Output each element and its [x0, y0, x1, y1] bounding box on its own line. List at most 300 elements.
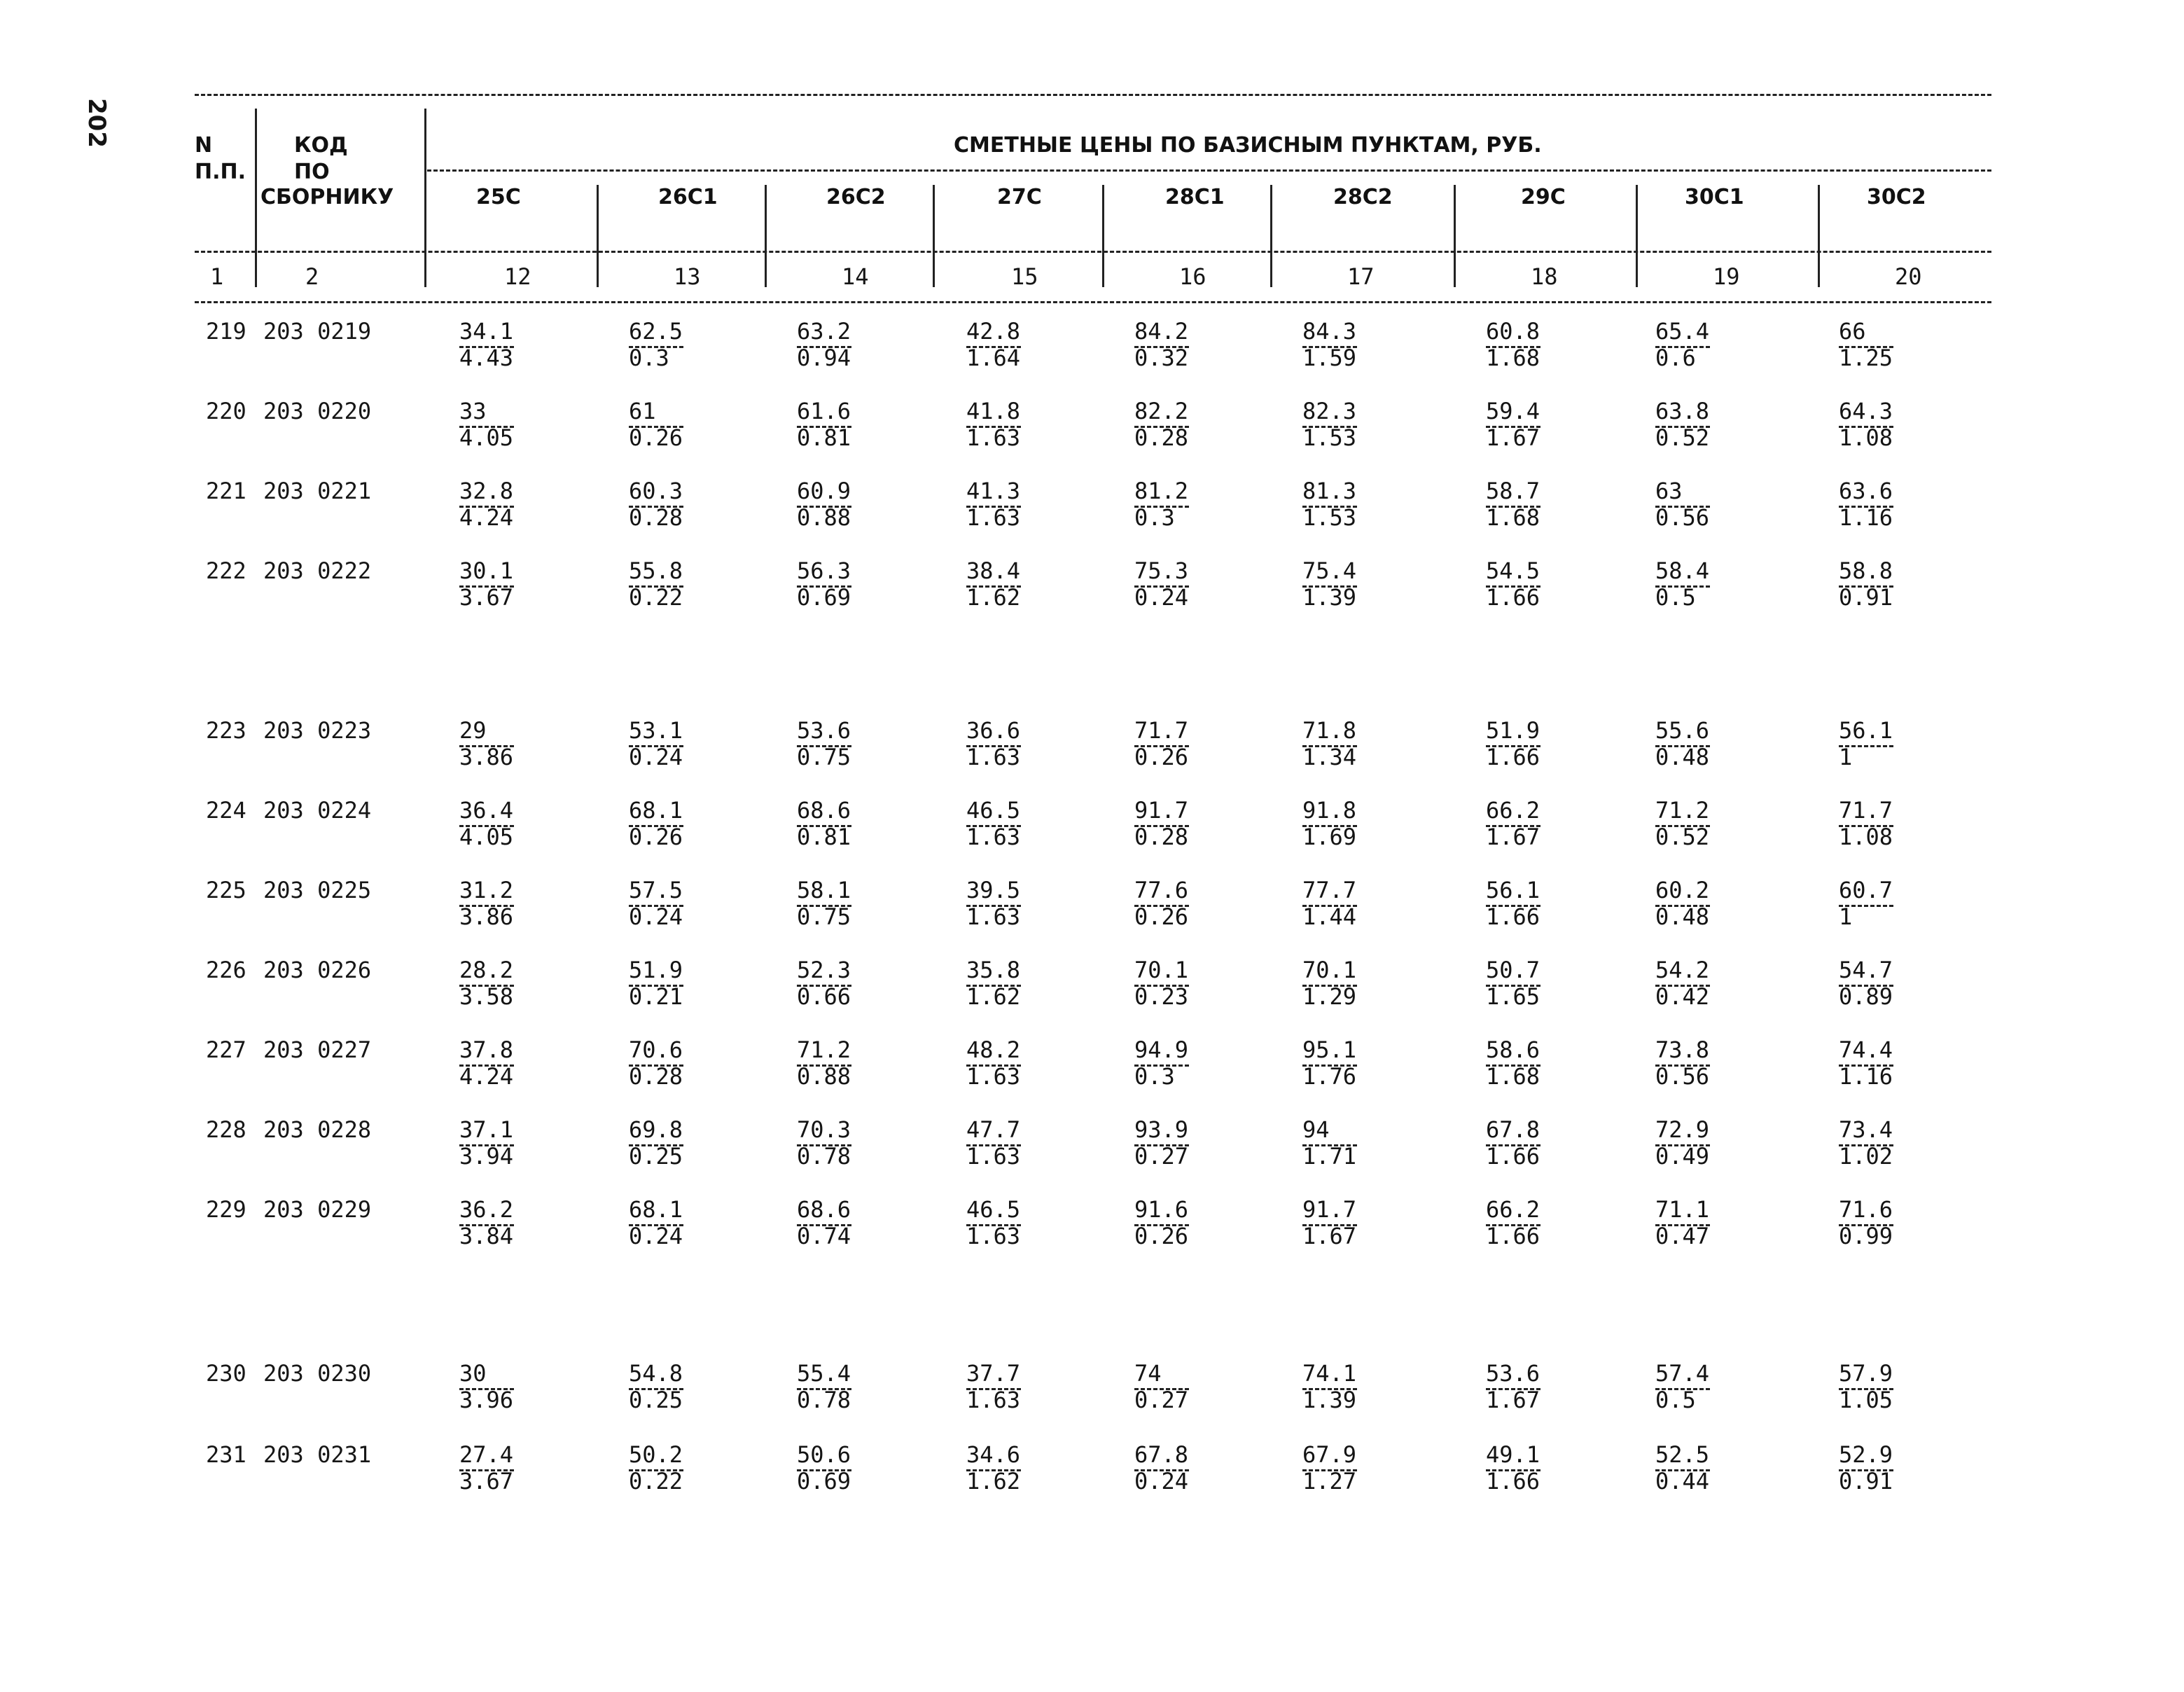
price-cell — [1839, 318, 1930, 373]
price-cell — [629, 1116, 720, 1171]
estimate-price: 71.7 — [1839, 797, 1893, 824]
transport-cost: 1.59 — [1302, 345, 1357, 371]
price-cell — [1134, 1036, 1225, 1091]
header-separator — [1454, 185, 1456, 287]
column-number: 1 — [210, 263, 224, 290]
row-number: 226 — [206, 957, 246, 983]
price-cell — [1134, 877, 1225, 931]
transport-cost: 1.08 — [1839, 424, 1893, 451]
estimate-price: 32.8 — [459, 478, 514, 504]
price-cell — [1655, 957, 1746, 1011]
estimate-price: 65.4 — [1655, 318, 1710, 345]
price-cell — [1839, 478, 1930, 532]
price-cell — [797, 957, 888, 1011]
transport-cost: 0.91 — [1839, 584, 1893, 611]
price-cell — [1655, 478, 1746, 532]
transport-cost: 4.05 — [459, 424, 514, 451]
column-header: 25С — [476, 185, 521, 209]
transport-cost: 0.56 — [1655, 504, 1710, 531]
transport-cost: 0.26 — [629, 824, 683, 850]
estimate-price: 38.4 — [966, 557, 1021, 584]
column-number: 18 — [1531, 263, 1558, 290]
transport-cost: 0.26 — [1134, 1223, 1189, 1249]
estimate-price: 48.2 — [966, 1036, 1021, 1063]
transport-cost: 4.24 — [459, 504, 514, 531]
price-cell — [966, 1196, 1057, 1251]
header-group-title: СМЕТНЫЕ ЦЕНЫ ПО БАЗИСНЫМ ПУНКТАМ, РУБ. — [954, 133, 1542, 158]
row-code: 203 0226 — [263, 957, 372, 983]
estimate-price: 70.3 — [797, 1116, 851, 1143]
estimate-price: 53.6 — [797, 717, 851, 744]
header-top-rule — [195, 94, 1991, 96]
transport-cost: 0.48 — [1655, 903, 1710, 930]
estimate-price: 67.9 — [1302, 1441, 1357, 1468]
price-cell — [1486, 1441, 1577, 1496]
estimate-price: 56.3 — [797, 557, 851, 584]
price-cell — [1486, 717, 1577, 772]
column-number: 17 — [1347, 263, 1375, 290]
price-cell — [966, 957, 1057, 1011]
price-cell — [797, 318, 888, 373]
estimate-price: 71.2 — [797, 1036, 851, 1063]
transport-cost: 0.69 — [797, 584, 851, 611]
price-cell — [1486, 398, 1577, 452]
price-cell — [797, 1360, 888, 1415]
price-cell — [629, 1196, 720, 1251]
estimate-price: 61 — [629, 398, 656, 424]
estimate-price: 58.4 — [1655, 557, 1710, 584]
row-code: 203 0225 — [263, 877, 372, 903]
transport-cost: 3.67 — [459, 584, 514, 611]
header-separator — [1818, 185, 1820, 287]
row-number: 221 — [206, 478, 246, 504]
estimate-price: 35.8 — [966, 957, 1021, 983]
transport-cost: 0.52 — [1655, 424, 1710, 451]
transport-cost: 0.32 — [1134, 345, 1189, 371]
transport-cost: 1.53 — [1302, 424, 1357, 451]
price-cell — [459, 557, 550, 612]
transport-cost: 0.75 — [797, 744, 851, 770]
estimate-price: 60.9 — [797, 478, 851, 504]
price-cell — [1302, 1196, 1393, 1251]
price-cell — [1486, 557, 1577, 612]
estimate-price: 68.1 — [629, 797, 683, 824]
transport-cost: 1.08 — [1839, 824, 1893, 850]
row-number: 228 — [206, 1116, 246, 1143]
row-code: 203 0229 — [263, 1196, 372, 1223]
estimate-price: 60.3 — [629, 478, 683, 504]
estimate-price: 52.9 — [1839, 1441, 1893, 1468]
price-cell — [1302, 478, 1393, 532]
header-n: N — [195, 133, 213, 158]
estimate-price: 70.6 — [629, 1036, 683, 1063]
price-cell — [966, 478, 1057, 532]
transport-cost: 1.05 — [1839, 1387, 1893, 1413]
estimate-price: 70.1 — [1134, 957, 1189, 983]
header-separator — [1636, 185, 1638, 287]
estimate-price: 54.7 — [1839, 957, 1893, 983]
price-cell — [1134, 797, 1225, 852]
transport-cost: 1.63 — [966, 1223, 1021, 1249]
estimate-price: 84.2 — [1134, 318, 1189, 345]
estimate-price: 93.9 — [1134, 1116, 1189, 1143]
price-cell — [629, 1441, 720, 1496]
price-cell — [966, 398, 1057, 452]
price-cell — [797, 557, 888, 612]
transport-cost: 1.67 — [1302, 1223, 1357, 1249]
page-number: 202 — [83, 98, 111, 148]
estimate-price: 58.6 — [1486, 1036, 1540, 1063]
price-cell — [1839, 1360, 1930, 1415]
transport-cost: 1.62 — [966, 983, 1021, 1010]
estimate-price: 36.2 — [459, 1196, 514, 1223]
transport-cost: 4.43 — [459, 345, 514, 371]
price-cell — [1655, 877, 1746, 931]
price-cell — [1134, 957, 1225, 1011]
estimate-price: 41.8 — [966, 398, 1021, 424]
row-code: 203 0220 — [263, 398, 372, 424]
estimate-price: 84.3 — [1302, 318, 1357, 345]
row-number: 219 — [206, 318, 246, 345]
price-cell — [1302, 398, 1393, 452]
estimate-price: 91.7 — [1302, 1196, 1357, 1223]
price-cell — [1655, 1036, 1746, 1091]
estimate-price: 63 — [1655, 478, 1683, 504]
transport-cost: 1.27 — [1302, 1468, 1357, 1495]
transport-cost: 1.63 — [966, 504, 1021, 531]
price-cell — [629, 717, 720, 772]
transport-cost: 1.66 — [1486, 903, 1540, 930]
estimate-price: 73.4 — [1839, 1116, 1893, 1143]
row-number: 223 — [206, 717, 246, 744]
estimate-price: 81.2 — [1134, 478, 1189, 504]
estimate-price: 77.7 — [1302, 877, 1357, 903]
transport-cost: 0.69 — [797, 1468, 851, 1495]
transport-cost: 0.42 — [1655, 983, 1710, 1010]
row-code: 203 0227 — [263, 1036, 372, 1063]
price-cell — [1839, 877, 1930, 931]
row-code: 203 0224 — [263, 797, 372, 824]
transport-cost: 0.28 — [1134, 424, 1189, 451]
transport-cost: 1.66 — [1486, 1223, 1540, 1249]
estimate-price: 57.5 — [629, 877, 683, 903]
row-number: 222 — [206, 557, 246, 584]
price-cell — [1486, 1196, 1577, 1251]
transport-cost: 0.6 — [1655, 345, 1696, 371]
header-sborniku: СБОРНИКУ — [260, 185, 394, 209]
price-cell — [966, 717, 1057, 772]
transport-cost: 0.49 — [1655, 1143, 1710, 1170]
transport-cost: 1.44 — [1302, 903, 1357, 930]
transport-cost: 0.89 — [1839, 983, 1893, 1010]
estimate-price: 33 — [459, 398, 487, 424]
transport-cost: 0.25 — [629, 1143, 683, 1170]
price-cell — [1134, 1196, 1225, 1251]
estimate-price: 54.2 — [1655, 957, 1710, 983]
transport-cost: 3.58 — [459, 983, 514, 1010]
transport-cost: 0.22 — [629, 1468, 683, 1495]
transport-cost: 0.24 — [1134, 584, 1189, 611]
estimate-price: 73.8 — [1655, 1036, 1710, 1063]
transport-cost: 3.86 — [459, 744, 514, 770]
estimate-price: 54.5 — [1486, 557, 1540, 584]
price-cell — [966, 1116, 1057, 1171]
transport-cost: 0.91 — [1839, 1468, 1893, 1495]
estimate-price: 51.9 — [629, 957, 683, 983]
price-cell — [1655, 717, 1746, 772]
estimate-price: 34.6 — [966, 1441, 1021, 1468]
estimate-price: 91.7 — [1134, 797, 1189, 824]
estimate-price: 71.7 — [1134, 717, 1189, 744]
transport-cost: 0.78 — [797, 1387, 851, 1413]
price-cell — [459, 1441, 550, 1496]
price-cell — [1839, 1196, 1930, 1251]
estimate-price: 56.1 — [1839, 717, 1893, 744]
row-number: 227 — [206, 1036, 246, 1063]
transport-cost: 1.39 — [1302, 1387, 1357, 1413]
transport-cost: 0.28 — [629, 504, 683, 531]
transport-cost: 1.68 — [1486, 504, 1540, 531]
transport-cost: 0.94 — [797, 345, 851, 371]
transport-cost: 0.3 — [629, 345, 669, 371]
estimate-price: 50.2 — [629, 1441, 683, 1468]
price-cell — [459, 478, 550, 532]
estimate-price: 50.7 — [1486, 957, 1540, 983]
header-separator — [933, 185, 935, 287]
estimate-price: 77.6 — [1134, 877, 1189, 903]
header-separator — [255, 109, 257, 287]
transport-cost: 0.74 — [797, 1223, 851, 1249]
estimate-price: 34.1 — [459, 318, 514, 345]
price-cell — [459, 1116, 550, 1171]
estimate-price: 94 — [1302, 1116, 1330, 1143]
transport-cost: 1.63 — [966, 1063, 1021, 1090]
price-cell — [1302, 1441, 1393, 1496]
price-cell — [1134, 557, 1225, 612]
price-cell — [1655, 398, 1746, 452]
price-cell — [1486, 877, 1577, 931]
transport-cost: 1.63 — [966, 424, 1021, 451]
estimate-price: 82.2 — [1134, 398, 1189, 424]
transport-cost: 0.26 — [1134, 744, 1189, 770]
estimate-price: 28.2 — [459, 957, 514, 983]
estimate-price: 95.1 — [1302, 1036, 1357, 1063]
transport-cost: 3.84 — [459, 1223, 514, 1249]
estimate-price: 74.1 — [1302, 1360, 1357, 1387]
transport-cost: 0.81 — [797, 824, 851, 850]
price-cell — [1486, 478, 1577, 532]
column-header: 28С1 — [1165, 185, 1225, 209]
transport-cost: 1.34 — [1302, 744, 1357, 770]
row-code: 203 0222 — [263, 557, 372, 584]
transport-cost: 3.96 — [459, 1387, 514, 1413]
transport-cost: 1.66 — [1486, 744, 1540, 770]
price-cell — [1839, 398, 1930, 452]
transport-cost: 1.64 — [966, 345, 1021, 371]
header-group-rule — [427, 169, 1991, 172]
estimate-price: 71.8 — [1302, 717, 1357, 744]
header-separator — [424, 109, 426, 287]
price-cell — [1839, 1036, 1930, 1091]
price-cell — [629, 398, 720, 452]
estimate-price: 58.8 — [1839, 557, 1893, 584]
estimate-price: 69.8 — [629, 1116, 683, 1143]
estimate-price: 56.1 — [1486, 877, 1540, 903]
price-cell — [459, 957, 550, 1011]
price-cell — [1655, 1116, 1746, 1171]
price-cell — [459, 1196, 550, 1251]
price-cell — [1302, 1360, 1393, 1415]
price-cell — [797, 717, 888, 772]
price-cell — [629, 797, 720, 852]
row-number: 229 — [206, 1196, 246, 1223]
transport-cost: 0.24 — [1134, 1468, 1189, 1495]
price-cell — [629, 877, 720, 931]
estimate-price: 58.7 — [1486, 478, 1540, 504]
estimate-price: 55.6 — [1655, 717, 1710, 744]
price-cell — [797, 398, 888, 452]
transport-cost: 1.65 — [1486, 983, 1540, 1010]
row-number: 231 — [206, 1441, 246, 1468]
price-cell — [1302, 797, 1393, 852]
transport-cost: 1.53 — [1302, 504, 1357, 531]
transport-cost: 1 — [1839, 903, 1853, 930]
price-cell — [1486, 1116, 1577, 1171]
transport-cost: 1.71 — [1302, 1143, 1357, 1170]
transport-cost: 0.21 — [629, 983, 683, 1010]
estimate-price: 63.6 — [1839, 478, 1893, 504]
price-cell — [1134, 1116, 1225, 1171]
estimate-price: 57.9 — [1839, 1360, 1893, 1387]
price-cell — [966, 1441, 1057, 1496]
column-header: 27С — [997, 185, 1042, 209]
price-cell — [1839, 557, 1930, 612]
transport-cost: 0.22 — [629, 584, 683, 611]
transport-cost: 0.26 — [629, 424, 683, 451]
estimate-price: 57.4 — [1655, 1360, 1710, 1387]
estimate-price: 62.5 — [629, 318, 683, 345]
price-cell — [629, 318, 720, 373]
estimate-price: 70.1 — [1302, 957, 1357, 983]
price-cell — [629, 1036, 720, 1091]
header-separator — [597, 185, 599, 287]
estimate-price: 42.8 — [966, 318, 1021, 345]
price-cell — [459, 1036, 550, 1091]
price-cell — [1655, 797, 1746, 852]
transport-cost: 0.88 — [797, 1063, 851, 1090]
price-cell — [797, 1441, 888, 1496]
row-code: 203 0230 — [263, 1360, 372, 1387]
price-cell — [1134, 478, 1225, 532]
price-cell — [459, 1360, 550, 1415]
estimate-price: 71.2 — [1655, 797, 1710, 824]
transport-cost: 1.68 — [1486, 1063, 1540, 1090]
column-header: 29С — [1521, 185, 1566, 209]
transport-cost: 0.99 — [1839, 1223, 1893, 1249]
estimate-price: 59.4 — [1486, 398, 1540, 424]
transport-cost: 0.81 — [797, 424, 851, 451]
estimate-price: 31.2 — [459, 877, 514, 903]
estimate-price: 36.6 — [966, 717, 1021, 744]
price-cell — [1839, 797, 1930, 852]
estimate-price: 50.6 — [797, 1441, 851, 1468]
transport-cost: 0.47 — [1655, 1223, 1710, 1249]
column-header: 26С2 — [826, 185, 886, 209]
transport-cost: 0.24 — [629, 744, 683, 770]
price-cell — [1839, 1441, 1930, 1496]
estimate-price: 61.6 — [797, 398, 851, 424]
column-number: 12 — [504, 263, 531, 290]
estimate-price: 63.2 — [797, 318, 851, 345]
price-cell — [1302, 717, 1393, 772]
estimate-price: 53.6 — [1486, 1360, 1540, 1387]
transport-cost: 0.48 — [1655, 744, 1710, 770]
header-bottom-rule — [195, 301, 1991, 303]
transport-cost: 0.26 — [1134, 903, 1189, 930]
price-cell — [1486, 1036, 1577, 1091]
row-code: 203 0221 — [263, 478, 372, 504]
price-cell — [1655, 1196, 1746, 1251]
price-cell — [966, 1036, 1057, 1091]
estimate-price: 66 — [1839, 318, 1866, 345]
row-code: 203 0231 — [263, 1441, 372, 1468]
transport-cost: 1.02 — [1839, 1143, 1893, 1170]
estimate-price: 39.5 — [966, 877, 1021, 903]
transport-cost: 0.5 — [1655, 584, 1696, 611]
estimate-price: 37.7 — [966, 1360, 1021, 1387]
estimate-price: 67.8 — [1134, 1441, 1189, 1468]
estimate-price: 64.3 — [1839, 398, 1893, 424]
transport-cost: 4.05 — [459, 824, 514, 850]
transport-cost: 1 — [1839, 744, 1853, 770]
price-cell — [1486, 1360, 1577, 1415]
price-cell — [629, 478, 720, 532]
column-number: 13 — [674, 263, 701, 290]
transport-cost: 1.66 — [1486, 1468, 1540, 1495]
estimate-price: 60.8 — [1486, 318, 1540, 345]
estimate-price: 51.9 — [1486, 717, 1540, 744]
row-number: 220 — [206, 398, 246, 424]
price-cell — [1134, 1441, 1225, 1496]
column-header: 26С1 — [658, 185, 718, 209]
estimate-price: 60.2 — [1655, 877, 1710, 903]
header-po: ПО — [294, 160, 330, 184]
transport-cost: 1.63 — [966, 903, 1021, 930]
estimate-price: 74.4 — [1839, 1036, 1893, 1063]
estimate-price: 75.4 — [1302, 557, 1357, 584]
transport-cost: 1.68 — [1486, 345, 1540, 371]
transport-cost: 1.39 — [1302, 584, 1357, 611]
estimate-price: 37.1 — [459, 1116, 514, 1143]
price-cell — [966, 557, 1057, 612]
estimate-price: 36.4 — [459, 797, 514, 824]
estimate-price: 91.8 — [1302, 797, 1357, 824]
price-cell — [459, 877, 550, 931]
price-cell — [797, 877, 888, 931]
transport-cost: 0.3 — [1134, 1063, 1175, 1090]
transport-cost: 0.28 — [629, 1063, 683, 1090]
price-cell — [966, 318, 1057, 373]
price-cell — [1302, 557, 1393, 612]
price-cell — [966, 877, 1057, 931]
price-cell — [1134, 1360, 1225, 1415]
column-header: 28С2 — [1333, 185, 1393, 209]
transport-cost: 0.28 — [1134, 824, 1189, 850]
price-cell — [1486, 318, 1577, 373]
transport-cost: 1.63 — [966, 1387, 1021, 1413]
estimate-price: 46.5 — [966, 797, 1021, 824]
transport-cost: 0.75 — [797, 903, 851, 930]
